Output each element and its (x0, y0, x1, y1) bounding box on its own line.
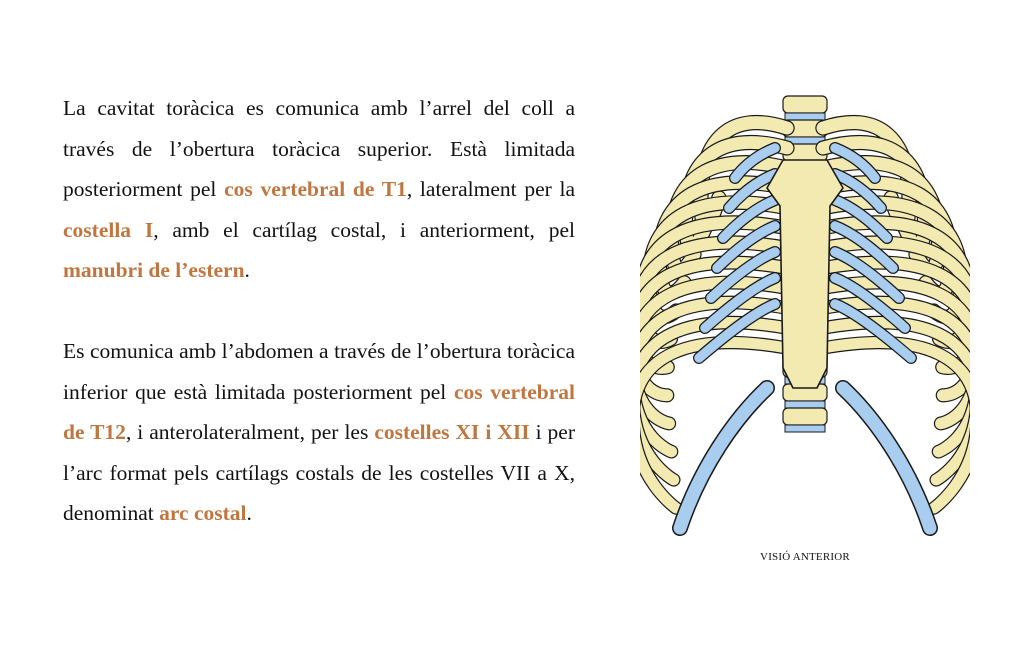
highlighted-term: costelles XI i XII (374, 420, 530, 445)
figure-caption: VISIÓ ANTERIOR (760, 551, 850, 563)
body-text: . (244, 258, 250, 283)
highlighted-term: cos vertebral de T12 (63, 379, 576, 445)
body-text: , lateralment per la (406, 177, 575, 202)
body-text: , amb el cartílag costal, i anteriorment, pel (153, 217, 575, 242)
highlighted-term: cos vertebral de T1 (224, 177, 407, 202)
highlighted-term: arc costal (159, 501, 247, 526)
paragraph-superior-aperture (63, 88, 575, 291)
costal-arch (680, 388, 767, 528)
intervertebral-disc (785, 425, 825, 432)
intervertebral-disc (785, 401, 825, 408)
rib-cage-illustration (640, 88, 970, 543)
body-text: . (246, 501, 252, 526)
highlighted-term: manubri de l’estern (63, 258, 245, 283)
highlighted-term: costella I (63, 217, 154, 242)
vertebra (783, 408, 827, 425)
rib-cage-figure (640, 88, 970, 568)
body-text: La cavitat toràcica es comunica amb l’arrel del coll a través de l’obertura toràcica superior. Està limitada posteriorment pel (63, 96, 575, 202)
body-text: Es comunica amb l’abdomen a través de l’obertura toràcica inferior que està limitada posteriorment pel (63, 338, 575, 404)
text-column (63, 88, 575, 534)
vertebra (783, 96, 827, 113)
costal-arch (843, 388, 930, 528)
body-text: , i anterolateralment, per les (125, 420, 375, 445)
body-text: i per l’arc format pels cartílags costals de les costelles VII a X, denominat (63, 420, 575, 526)
paragraph-inferior-aperture (63, 331, 575, 534)
intervertebral-disc (785, 113, 825, 120)
